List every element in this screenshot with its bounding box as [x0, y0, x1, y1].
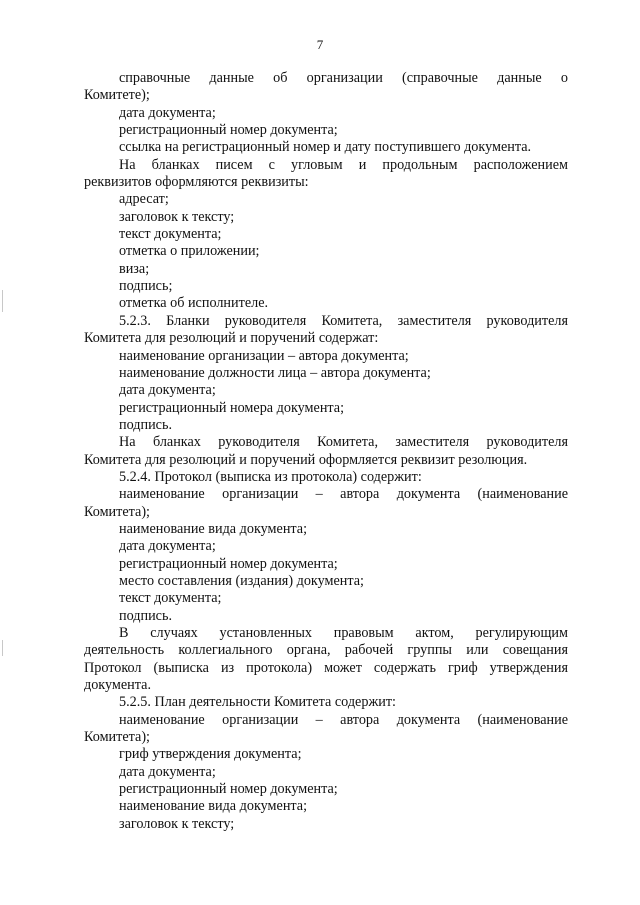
text-line: Комитета для резолюций и поручений оформляется реквизит резолюция. [84, 451, 528, 468]
text-line: дата документа; [119, 382, 216, 399]
text-line: Протокол (выписка из протокола) может содержать гриф утверждения [84, 659, 568, 676]
scan-margin-mark [2, 640, 3, 656]
text-line: наименование должности лица – автора документа; [119, 364, 431, 381]
text-line: текст документа; [119, 590, 222, 607]
text-line: наименование вида документа; [119, 520, 308, 537]
text-line: В случаях установленных правовым актом, регулирующим [119, 625, 568, 641]
text-line: подпись. [119, 607, 172, 624]
text-line: документа. [84, 677, 151, 694]
text-line: заголовок к тексту; [119, 815, 235, 832]
text-line: адресат; [119, 191, 169, 208]
document-body [84, 70, 568, 833]
text-line: дата документа; [119, 538, 216, 555]
text-line: 5.2.4. Протокол (выписка из протокола) содержит: [119, 468, 422, 485]
page-number: 7 [316, 37, 324, 52]
text-line: справочные данные об организации (справочные данные о [119, 70, 568, 86]
text-line: текст документа; [119, 226, 222, 243]
text-line: дата документа; [119, 763, 216, 780]
text-line: Комитета для резолюций и поручений содержат: [84, 330, 379, 347]
text-line: Комитета); [84, 729, 150, 746]
text-line: регистрационный номера документа; [119, 399, 345, 416]
text-line: На бланках писем с угловым и продольным расположением [119, 156, 568, 173]
text-line: гриф утверждения документа; [119, 746, 302, 763]
scan-margin-mark [2, 290, 3, 312]
text-line: дата документа; [119, 104, 216, 121]
text-line: деятельность коллегиального органа, рабочей группы или совещания [84, 642, 568, 659]
text-line: отметка об исполнителе. [119, 295, 269, 312]
text-line: 5.2.3. Бланки руководителя Комитета, заместителя руководителя [119, 312, 568, 329]
text-line: наименование организации – автора документа (наименование [119, 711, 568, 728]
text-line: виза; [119, 260, 150, 277]
text-line: Комитета); [84, 503, 150, 520]
text-line: регистрационный номер документа; [119, 555, 338, 572]
text-line: На бланках руководителя Комитета, заместителя руководителя [119, 434, 568, 451]
text-line: подпись. [119, 416, 172, 433]
text-line: ссылка на регистрационный номер и дату поступившего документа. [119, 139, 532, 156]
text-line: наименование вида документа; [119, 798, 308, 815]
text-line: регистрационный номер документа; [119, 122, 338, 139]
text-line: подпись; [119, 278, 173, 295]
text-line: наименование организации – автора документа; [119, 347, 409, 364]
text-line: отметка о приложении; [119, 243, 260, 260]
text-line: реквизитов оформляются реквизиты: [84, 174, 309, 191]
text-line: Комитете); [84, 87, 150, 104]
text-line: наименование организации – автора документа (наименование [119, 486, 568, 503]
text-line: регистрационный номер документа; [119, 781, 338, 798]
text-line: место составления (издания) документа; [119, 572, 364, 589]
text-line: заголовок к тексту; [119, 208, 235, 225]
text-line: 5.2.5. План деятельности Комитета содержит: [119, 694, 396, 711]
